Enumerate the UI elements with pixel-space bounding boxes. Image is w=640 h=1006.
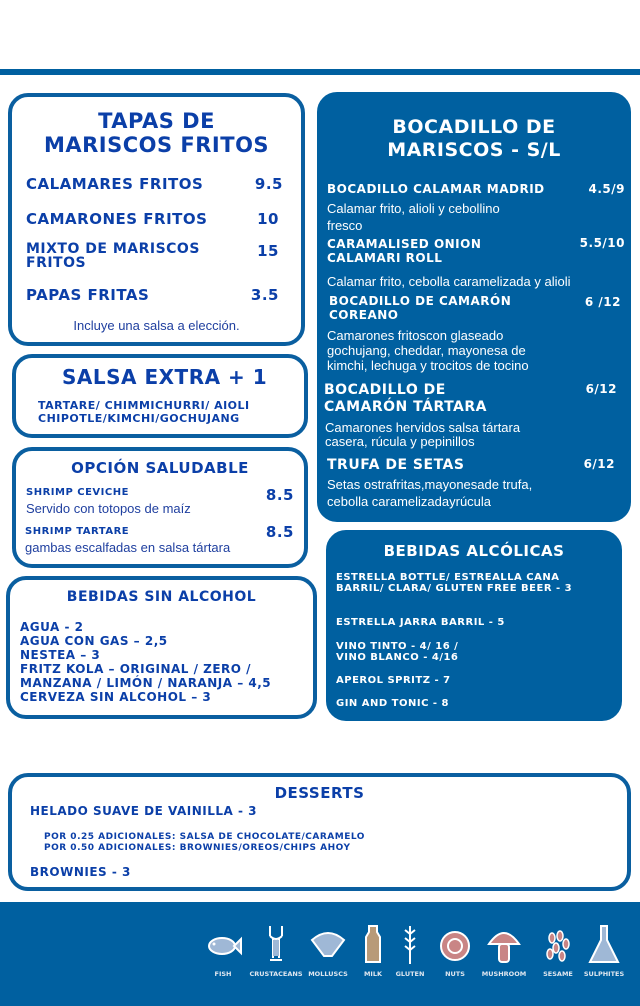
drink-item: CERVEZA SIN ALCOHOL – 3 <box>20 690 212 704</box>
saludable-title: OPCIÓN SALUDABLE <box>71 459 249 477</box>
allergen-label: SULPHITES <box>583 970 625 978</box>
nut-icon <box>435 922 475 966</box>
gluten-icon <box>390 922 430 966</box>
mollusc-icon <box>308 922 348 966</box>
menu-item-price: 5.5/10 <box>579 236 625 250</box>
allergen-label: GLUTEN <box>395 970 425 978</box>
menu-item-name: SHRIMP CEVICHE <box>26 487 129 498</box>
drink-item: MANZANA / LIMÓN / NARANJA – 4,5 <box>20 676 272 690</box>
menu-item-name: MIXTO DE MARISCOS FRITOS <box>26 241 200 271</box>
bocadillo-title-1: BOCADILLO DE <box>392 116 556 138</box>
menu-item-price: 6 /12 <box>584 295 621 309</box>
sesame-icon <box>538 922 578 966</box>
mushroom-icon <box>484 922 524 966</box>
allergen-label: SESAME <box>543 970 573 978</box>
tapas-title-2: MARISCOS FRITOS <box>43 133 270 157</box>
bocadillo-title-2: MARISCOS - S/L <box>387 139 561 161</box>
menu-item-desc: gambas escalfadas en salsa tártara <box>25 540 231 555</box>
drink-item: VINO TINTO - 4/ 16 / VINO BLANCO - 4/16 <box>336 641 459 663</box>
menu-item-name: BOCADILLO DE CAMARÓN COREANO <box>329 294 512 322</box>
tapas-title-1: TAPAS DE <box>98 109 215 133</box>
menu-item-name: PAPAS FRITAS <box>26 286 150 304</box>
desserts-panel <box>8 773 631 891</box>
bocadillo-panel <box>317 92 631 522</box>
menu-item-price: 4.5/9 <box>588 182 625 196</box>
tapas-panel <box>8 93 305 346</box>
allergen-footer <box>0 902 640 1006</box>
dessert-addon: POR 0.50 ADICIONALES: BROWNIES/OREOS/CHIPS AHOY <box>44 843 351 853</box>
menu-item-name: BOCADILLO DE CAMARÓN TÁRTARA <box>324 382 488 415</box>
menu-item-name: BOCADILLO CALAMAR MADRID <box>327 182 545 196</box>
allergen-crustaceans <box>246 922 306 978</box>
menu-item-desc: Calamar frito, cebolla caramelizada y alioli <box>327 274 571 289</box>
sin-alcohol-list <box>20 620 271 704</box>
menu-item-price: 15 <box>257 242 279 260</box>
dessert-addon: POR 0.25 ADICIONALES: SALSA DE CHOCOLATE/CARAMELO <box>44 832 365 842</box>
menu-item-desc: Servido con totopos de maíz <box>26 501 191 516</box>
drink-item: GIN AND TONIC - 8 <box>336 698 449 709</box>
drink-item: FRITZ KOLA – ORIGINAL / ZERO / <box>20 662 252 676</box>
menu-item-name: CAMARONES FRITOS <box>26 210 208 228</box>
allergen-label: MILK <box>363 970 383 978</box>
tapas-note: Incluye una salsa a elección. <box>73 318 240 333</box>
allergen-fish <box>193 922 253 978</box>
menu-item-name: TRUFA DE SETAS <box>327 457 465 473</box>
allergen-mushroom <box>474 922 534 978</box>
salsa-panel <box>12 354 308 438</box>
salsa-options-2: CHIPOTLE/KIMCHI/GOCHUJANG <box>38 412 240 425</box>
alcoholicas-title: BEBIDAS ALCÓLICAS <box>383 542 565 560</box>
alcoholicas-panel <box>326 530 622 721</box>
salsa-options-1: TARTARE/ CHIMMICHURRI/ AIOLI <box>38 399 250 412</box>
menu-item-desc: Camarones hervidos salsa tártara casera, rúcula y pepinillos <box>325 420 521 449</box>
sin-alcohol-panel <box>6 576 317 719</box>
menu-item-price: 6/12 <box>585 382 617 396</box>
menu-item-price: 3.5 <box>250 286 279 304</box>
drink-item: APEROL SPRITZ - 7 <box>336 675 451 686</box>
drink-item: NESTEA – 3 <box>20 648 101 662</box>
menu-item-name: CARAMALISED ONION CALAMARI ROLL <box>327 237 482 265</box>
menu-item-desc: Setas ostrafritas,mayonesade trufa, cebolla caramelizadayrúcula <box>327 477 533 509</box>
flask-icon <box>584 922 624 966</box>
crustacean-icon <box>256 922 296 966</box>
menu-item-price: 10 <box>257 210 279 228</box>
allergen-label: MUSHROOM <box>481 970 527 978</box>
drink-item: ESTRELLA JARRA BARRIL - 5 <box>336 617 505 628</box>
top-divider <box>0 69 640 75</box>
desserts-title: DESSERTS <box>274 784 365 802</box>
fish-icon <box>203 922 243 966</box>
menu-item-price: 8.5 <box>265 523 294 541</box>
drink-item: AGUA CON GAS – 2,5 <box>20 634 168 648</box>
drink-item: AGUA - 2 <box>20 620 84 634</box>
dessert-item: BROWNIES - 3 <box>30 865 131 879</box>
allergen-label: FISH <box>214 970 232 978</box>
dessert-item: HELADO SUAVE DE VAINILLA - 3 <box>30 804 257 818</box>
menu-item-name: SHRIMP TARTARE <box>25 526 130 537</box>
menu-item-desc: Calamar frito, alioli y cebollino fresco <box>327 201 500 233</box>
allergen-label: CRUSTACEANS <box>249 970 303 978</box>
menu-item-price: 8.5 <box>265 486 294 504</box>
sin-alcohol-title: BEBIDAS SIN ALCOHOL <box>66 589 257 605</box>
menu-item-name: CALAMARES FRITOS <box>26 175 204 193</box>
saludable-panel <box>12 447 308 568</box>
salsa-title: SALSA EXTRA + 1 <box>62 365 268 389</box>
drink-item: ESTRELLA BOTTLE/ ESTREALLA CANA BARRIL/ CLARA/ GLUTEN FREE BEER - 3 <box>336 572 573 594</box>
menu-item-price: 9.5 <box>254 175 283 193</box>
allergen-label: NUTS <box>445 970 465 978</box>
allergen-sulphites <box>574 922 634 978</box>
allergen-label: MOLLUSCS <box>308 970 348 978</box>
menu-item-desc: Camarones fritoscon glaseado gochujang, cheddar, mayonesa de kimchi, lechuga y trocitos de tocino <box>327 328 529 373</box>
menu-item-price: 6/12 <box>583 457 615 471</box>
